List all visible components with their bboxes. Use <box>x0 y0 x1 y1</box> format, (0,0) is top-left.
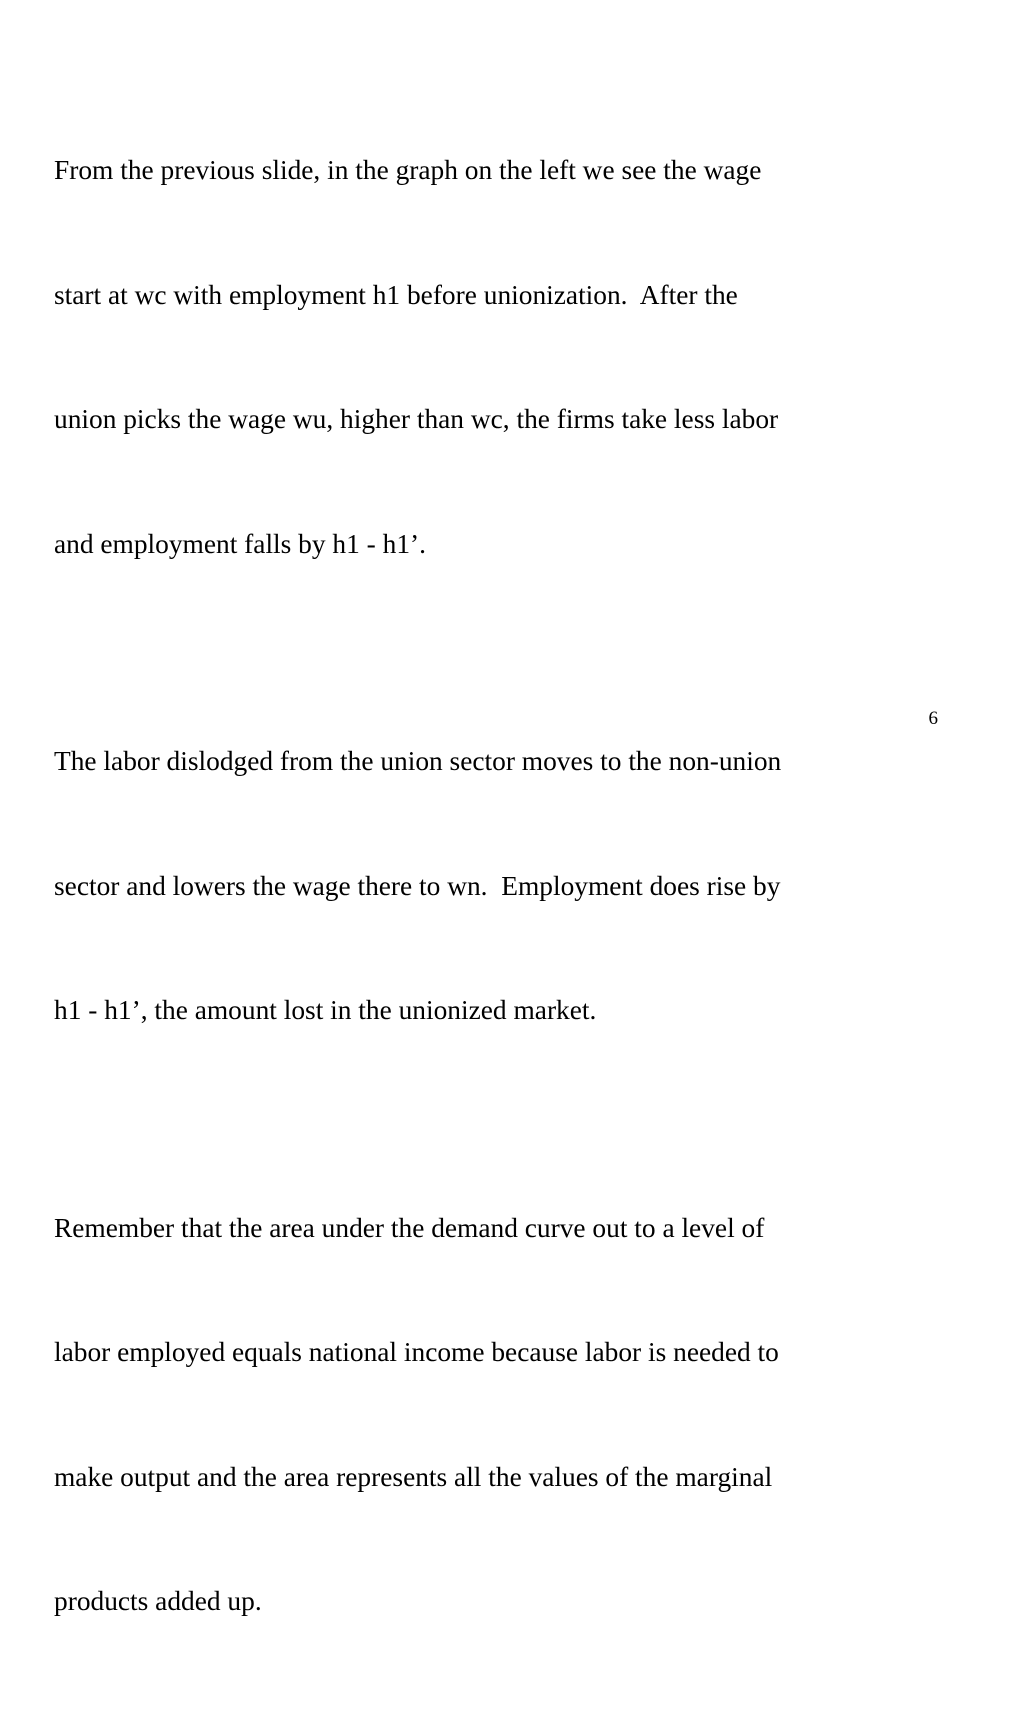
slide-body-text <box>54 67 974 1716</box>
paragraph-1-line-1: From the previous slide, in the graph on the left we see the wage <box>54 155 762 185</box>
paragraph-3-line-3: make output and the area represents all the values of the marginal <box>54 1461 773 1492</box>
paragraph-3-line-2: labor employed equals national income because labor is needed to <box>54 1337 779 1367</box>
paragraph-3-line-4: products added up. <box>54 1586 262 1616</box>
paragraph-1-line-2: start at wc with employment h1 before unionization. After the <box>54 279 738 310</box>
paragraph-3-line-1: Remember that the area under the demand curve out to a level of <box>54 1212 765 1243</box>
slide-number: 6 <box>928 708 938 729</box>
paragraph-2-line-2: sector and lowers the wage there to wn. Employment does rise by <box>54 870 781 901</box>
paragraph-1 <box>54 67 974 648</box>
paragraph-1-line-4: and employment falls by h1 - h1’. <box>54 528 426 559</box>
paragraph-2 <box>54 658 974 1115</box>
paragraph-3 <box>54 1125 974 1706</box>
paragraph-2-line-1: The labor dislodged from the union sector moves to the non-union <box>54 746 782 776</box>
paragraph-2-line-3: h1 - h1’, the amount lost in the unionized market. <box>54 995 597 1025</box>
paragraph-1-line-3: union picks the wage wu, higher than wc, the firms take less labor <box>54 404 779 434</box>
